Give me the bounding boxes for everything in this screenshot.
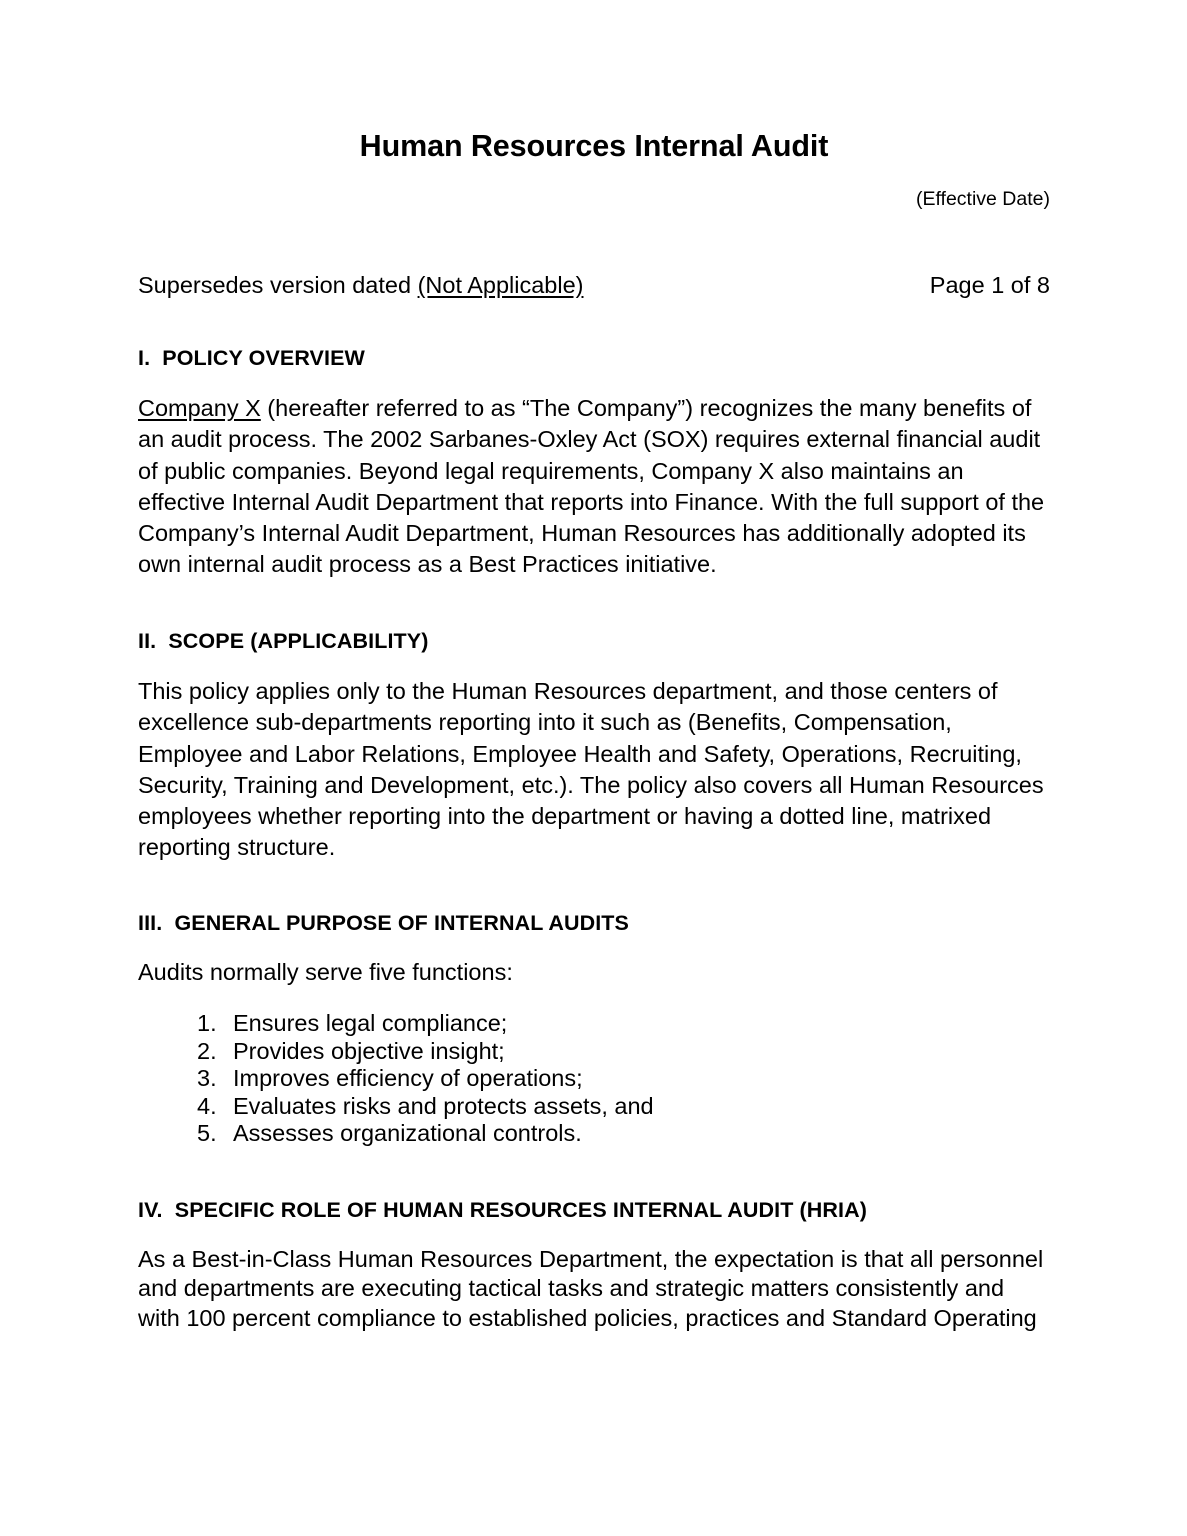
page-content [138,0,1050,1333]
list-item [138,1093,1050,1121]
page-indicator: Page 1 of 8 [929,271,1050,298]
section-specific-role [138,1198,1050,1333]
section-heading-scope: II. SCOPE (APPLICABILITY) [138,629,429,654]
section-heading-general-purpose: III. GENERAL PURPOSE OF INTERNAL AUDITS [138,911,629,936]
section-policy-overview [138,346,1050,580]
section-body-policy-overview [138,393,1050,580]
list-item-number: 1. [197,1010,217,1037]
supersedes-prefix: Supersedes version dated [138,271,418,298]
paragraph [138,393,1050,580]
page-title: Human Resources Internal Audit [359,129,829,163]
list-item [138,1120,1050,1148]
list-item [138,1010,1050,1038]
list-item-label: Evaluates risks and protects assets, and [233,1092,654,1119]
list-item [138,1038,1050,1066]
list-item-number: 2. [197,1037,217,1064]
paragraph: This policy applies only to the Human Resources department, and those centers of excellence sub-departments reporting into it such as (Benefits, Compensation, Employee and Labor Relations, Employee Health and Safety, Operations, Recruiting, Security, Training and Development, etc.). The policy also covers all Human Resources employees whether reporting into the department or having a dotted line, matrixed reporting structure. [138,678,1044,861]
list-item-number: 4. [197,1092,217,1119]
list-item-label: Improves efficiency of operations; [233,1065,583,1092]
section-heading-policy-overview: I. POLICY OVERVIEW [138,346,365,371]
section-scope [138,629,1050,863]
list-lead-in-text: Audits normally serve five functions: [138,959,513,986]
section-body-specific-role [138,1245,1050,1334]
section-heading-specific-role: IV. SPECIFIC ROLE OF HUMAN RESOURCES INTERNAL AUDIT (HRIA) [138,1197,867,1222]
list-item-label: Assesses organizational controls. [233,1120,582,1147]
paragraph-text: (hereafter referred to as “The Company”) recognizes the many benefits of an audit process. The 2002 Sarbanes-Oxley Act (SOX) requires external financial audit of public companies. Beyond legal requirements, Company X also maintains an effective Internal Audit Department that reports into Finance. With the full support of the Company’s Internal Audit Department, Human Resources has additionally adopted its own internal audit process as a Best Practices initiative. [138,395,1045,578]
company-name-underlined: Company X [138,395,261,422]
audit-functions-list [138,1010,1050,1148]
supersedes-row [138,271,1050,300]
list-item-label: Provides objective insight; [233,1037,505,1064]
list-item-number: 5. [197,1120,217,1147]
supersedes-statement [138,271,583,300]
supersedes-version-value: (Not Applicable) [417,271,584,298]
section-body-scope [138,676,1050,863]
list-item-label: Ensures legal compliance; [233,1010,508,1037]
list-item [138,1065,1050,1093]
section-general-purpose [138,911,1050,1148]
list-item-number: 3. [197,1065,217,1092]
effective-date-label: (Effective Date) [915,187,1050,210]
paragraph: As a Best-in-Class Human Resources Department, the expectation is that all personnel and departments are executing tactical tasks and strategic matters consistently and with 100 percent compliance to established policies, practices and Standard Operating [138,1245,1044,1331]
